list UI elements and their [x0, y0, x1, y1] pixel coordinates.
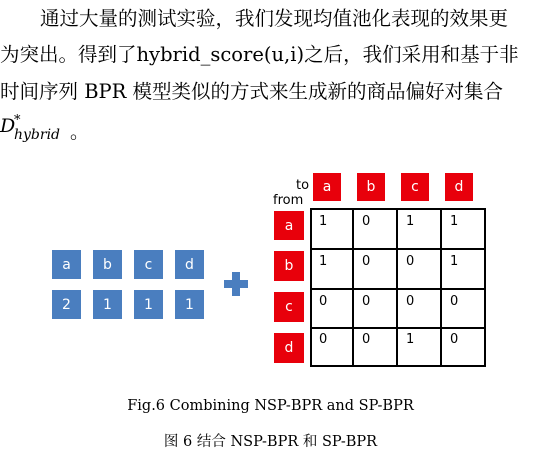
matrix-cell: 0 — [450, 332, 459, 347]
count-box-a: 2 — [52, 290, 81, 319]
col-header-d: d — [445, 173, 473, 201]
matrix-cell: 1 — [450, 254, 459, 269]
figure-caption-english: Fig.6 Combining NSP-BPR and SP-BPR — [127, 398, 414, 414]
symbol-period: 。 — [70, 121, 90, 143]
matrix-cell: 0 — [362, 294, 371, 309]
paragraph-line-3: 时间序列 BPR 模型类似的方式来生成新的商品偏好对集合 — [0, 80, 504, 103]
row-header-b: b — [274, 251, 304, 281]
symbol-base: D — [0, 115, 16, 137]
symbol-superscript: * — [14, 113, 21, 128]
matrix-cell: 0 — [362, 254, 371, 269]
item-box-a: a — [52, 250, 81, 279]
row-header-c: c — [274, 292, 304, 322]
matrix-cell: 0 — [319, 294, 328, 309]
symbol-subscript: hybrid — [14, 127, 61, 143]
item-box-c: c — [134, 250, 163, 279]
count-box-d: 1 — [175, 290, 204, 319]
matrix-cell: 1 — [319, 254, 328, 269]
row-header-a: a — [274, 211, 304, 240]
count-box-b: 1 — [93, 290, 122, 319]
hybrid-set-symbol — [0, 113, 90, 143]
from-label: from — [273, 193, 304, 208]
matrix-cell: 0 — [406, 294, 415, 309]
grid-divider — [312, 248, 484, 250]
to-label: to — [296, 178, 310, 193]
col-header-c: c — [401, 173, 429, 201]
preference-matrix — [310, 208, 486, 367]
paragraph-line-2: 为突出。得到了hybrid_score(u,i)之后，我们采用和基于非 — [0, 43, 519, 66]
item-box-d: d — [175, 250, 204, 279]
matrix-cell: 0 — [362, 332, 371, 347]
count-box-c: 1 — [134, 290, 163, 319]
matrix-cell: 1 — [319, 214, 328, 229]
grid-divider — [312, 288, 484, 290]
paragraph-line-1: 通过大量的测试实验，我们发现均值池化表现的效果更 — [40, 7, 509, 30]
matrix-cell: 1 — [406, 332, 415, 347]
item-box-b: b — [93, 250, 122, 279]
matrix-cell: 1 — [406, 214, 415, 229]
matrix-cell: 1 — [450, 214, 459, 229]
matrix-cell: 0 — [319, 332, 328, 347]
row-header-d: d — [274, 333, 304, 363]
figure-caption-chinese: 图 6 结合 NSP-BPR 和 SP-BPR — [163, 434, 378, 450]
grid-divider — [312, 327, 484, 329]
matrix-cell: 0 — [406, 254, 415, 269]
matrix-cell: 0 — [450, 294, 459, 309]
col-header-a: a — [313, 173, 341, 201]
matrix-cell: 0 — [362, 214, 371, 229]
col-header-b: b — [357, 173, 385, 201]
